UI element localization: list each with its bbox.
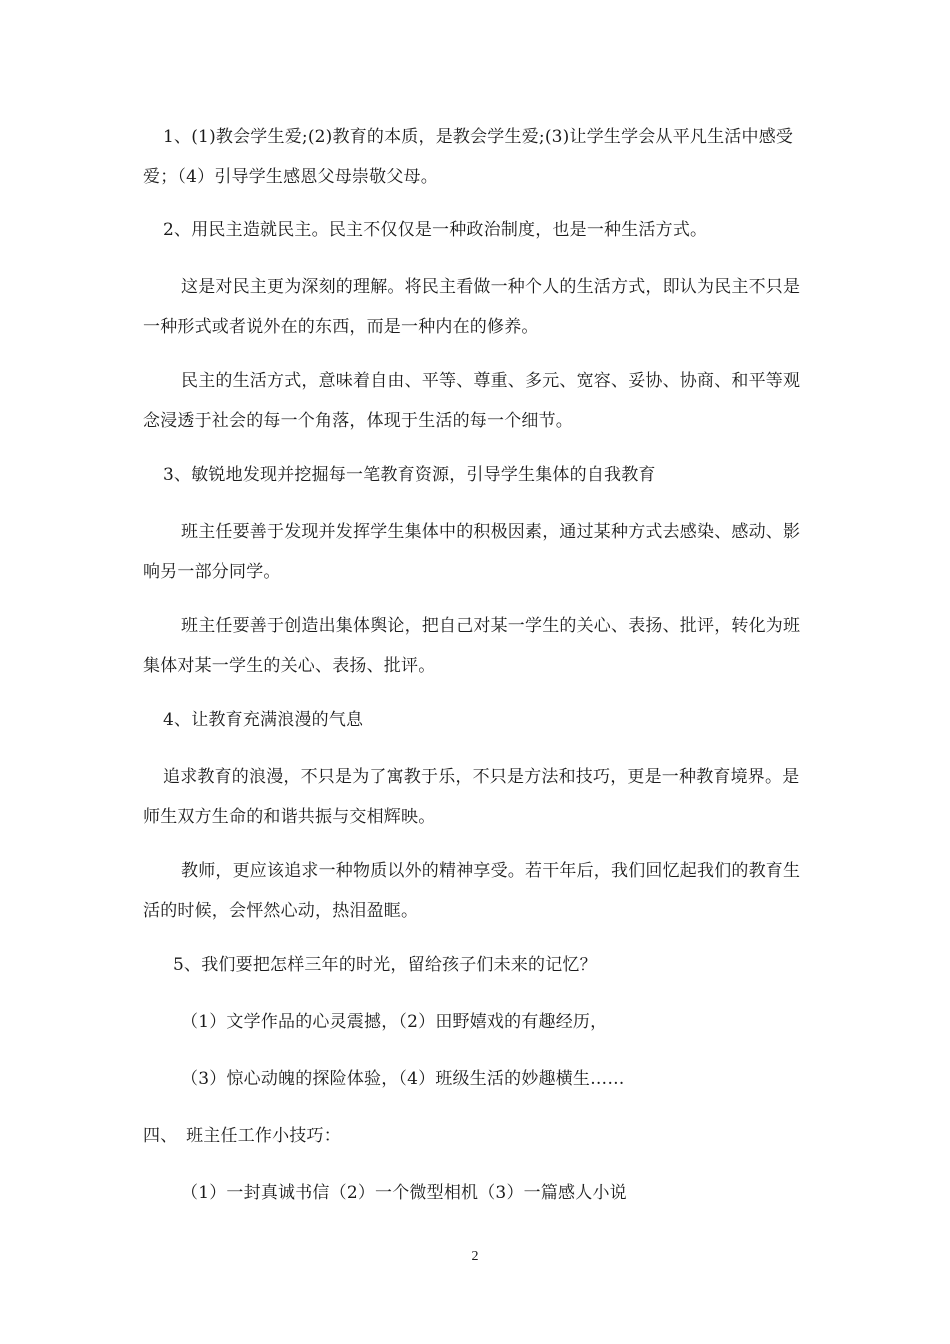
paragraph-5: 3、敏锐地发现并挖掘每一笔教育资源，引导学生集体的自我教育 [163,465,656,485]
paragraph-8: 4、让教育充满浪漫的气息 [163,710,364,730]
paragraph-6: 班主任要善于发现并发挥学生集体中的积极因素，通过某种方式去感染、感动、影响另一部分同学。 [143,522,801,582]
paragraph-10: 教师，更应该追求一种物质以外的精神享受。若干年后，我们回忆起我们的教育生活的时候，会怦然心动，热泪盈眶。 [143,861,801,921]
paragraph-4: 民主的生活方式，意味着自由、平等、尊重、多元、宽容、妥协、协商、和平等观念浸透于社会的每一个角落，体现于生活的每一个细节。 [143,371,801,431]
paragraph-7: 班主任要善于创造出集体舆论，把自己对某一学生的关心、表扬、批评，转化为班集体对某一学生的关心、表扬、批评。 [143,616,801,676]
paragraph-15: （1）一封真诚书信（2）一个微型相机（3）一篇感人小说 [181,1183,627,1203]
paragraph-3: 这是对民主更为深刻的理解。将民主看做一种个人的生活方式，即认为民主不只是一种形式或者说外在的东西，而是一种内在的修养。 [143,277,801,337]
page-number: 2 [471,1249,479,1264]
paragraph-9: 追求教育的浪漫，不只是为了寓教于乐，不只是方法和技巧，更是一种教育境界。是师生双方生命的和谐共振与交相辉映。 [143,767,800,827]
paragraph-12: （1）文学作品的心灵震撼，（2）田野嬉戏的有趣经历， [181,1012,608,1032]
paragraph-11: 5、我们要把怎样三年的时光，留给孩子们未来的记忆？ [173,955,597,975]
section-heading: 四、 班主任工作小技巧： [143,1126,341,1146]
paragraph-1: 1、(1)教会学生爱;(2)教育的本质，是教会学生爱;(3)让学生学会从平凡生活中感受爱；（4）引导学生感恩父母崇敬父母。 [143,127,794,187]
paragraph-13: （3）惊心动魄的探险体验，（4）班级生活的妙趣横生…… [181,1069,625,1089]
paragraph-2: 2、用民主造就民主。民主不仅仅是一种政治制度，也是一种生活方式。 [163,220,708,240]
